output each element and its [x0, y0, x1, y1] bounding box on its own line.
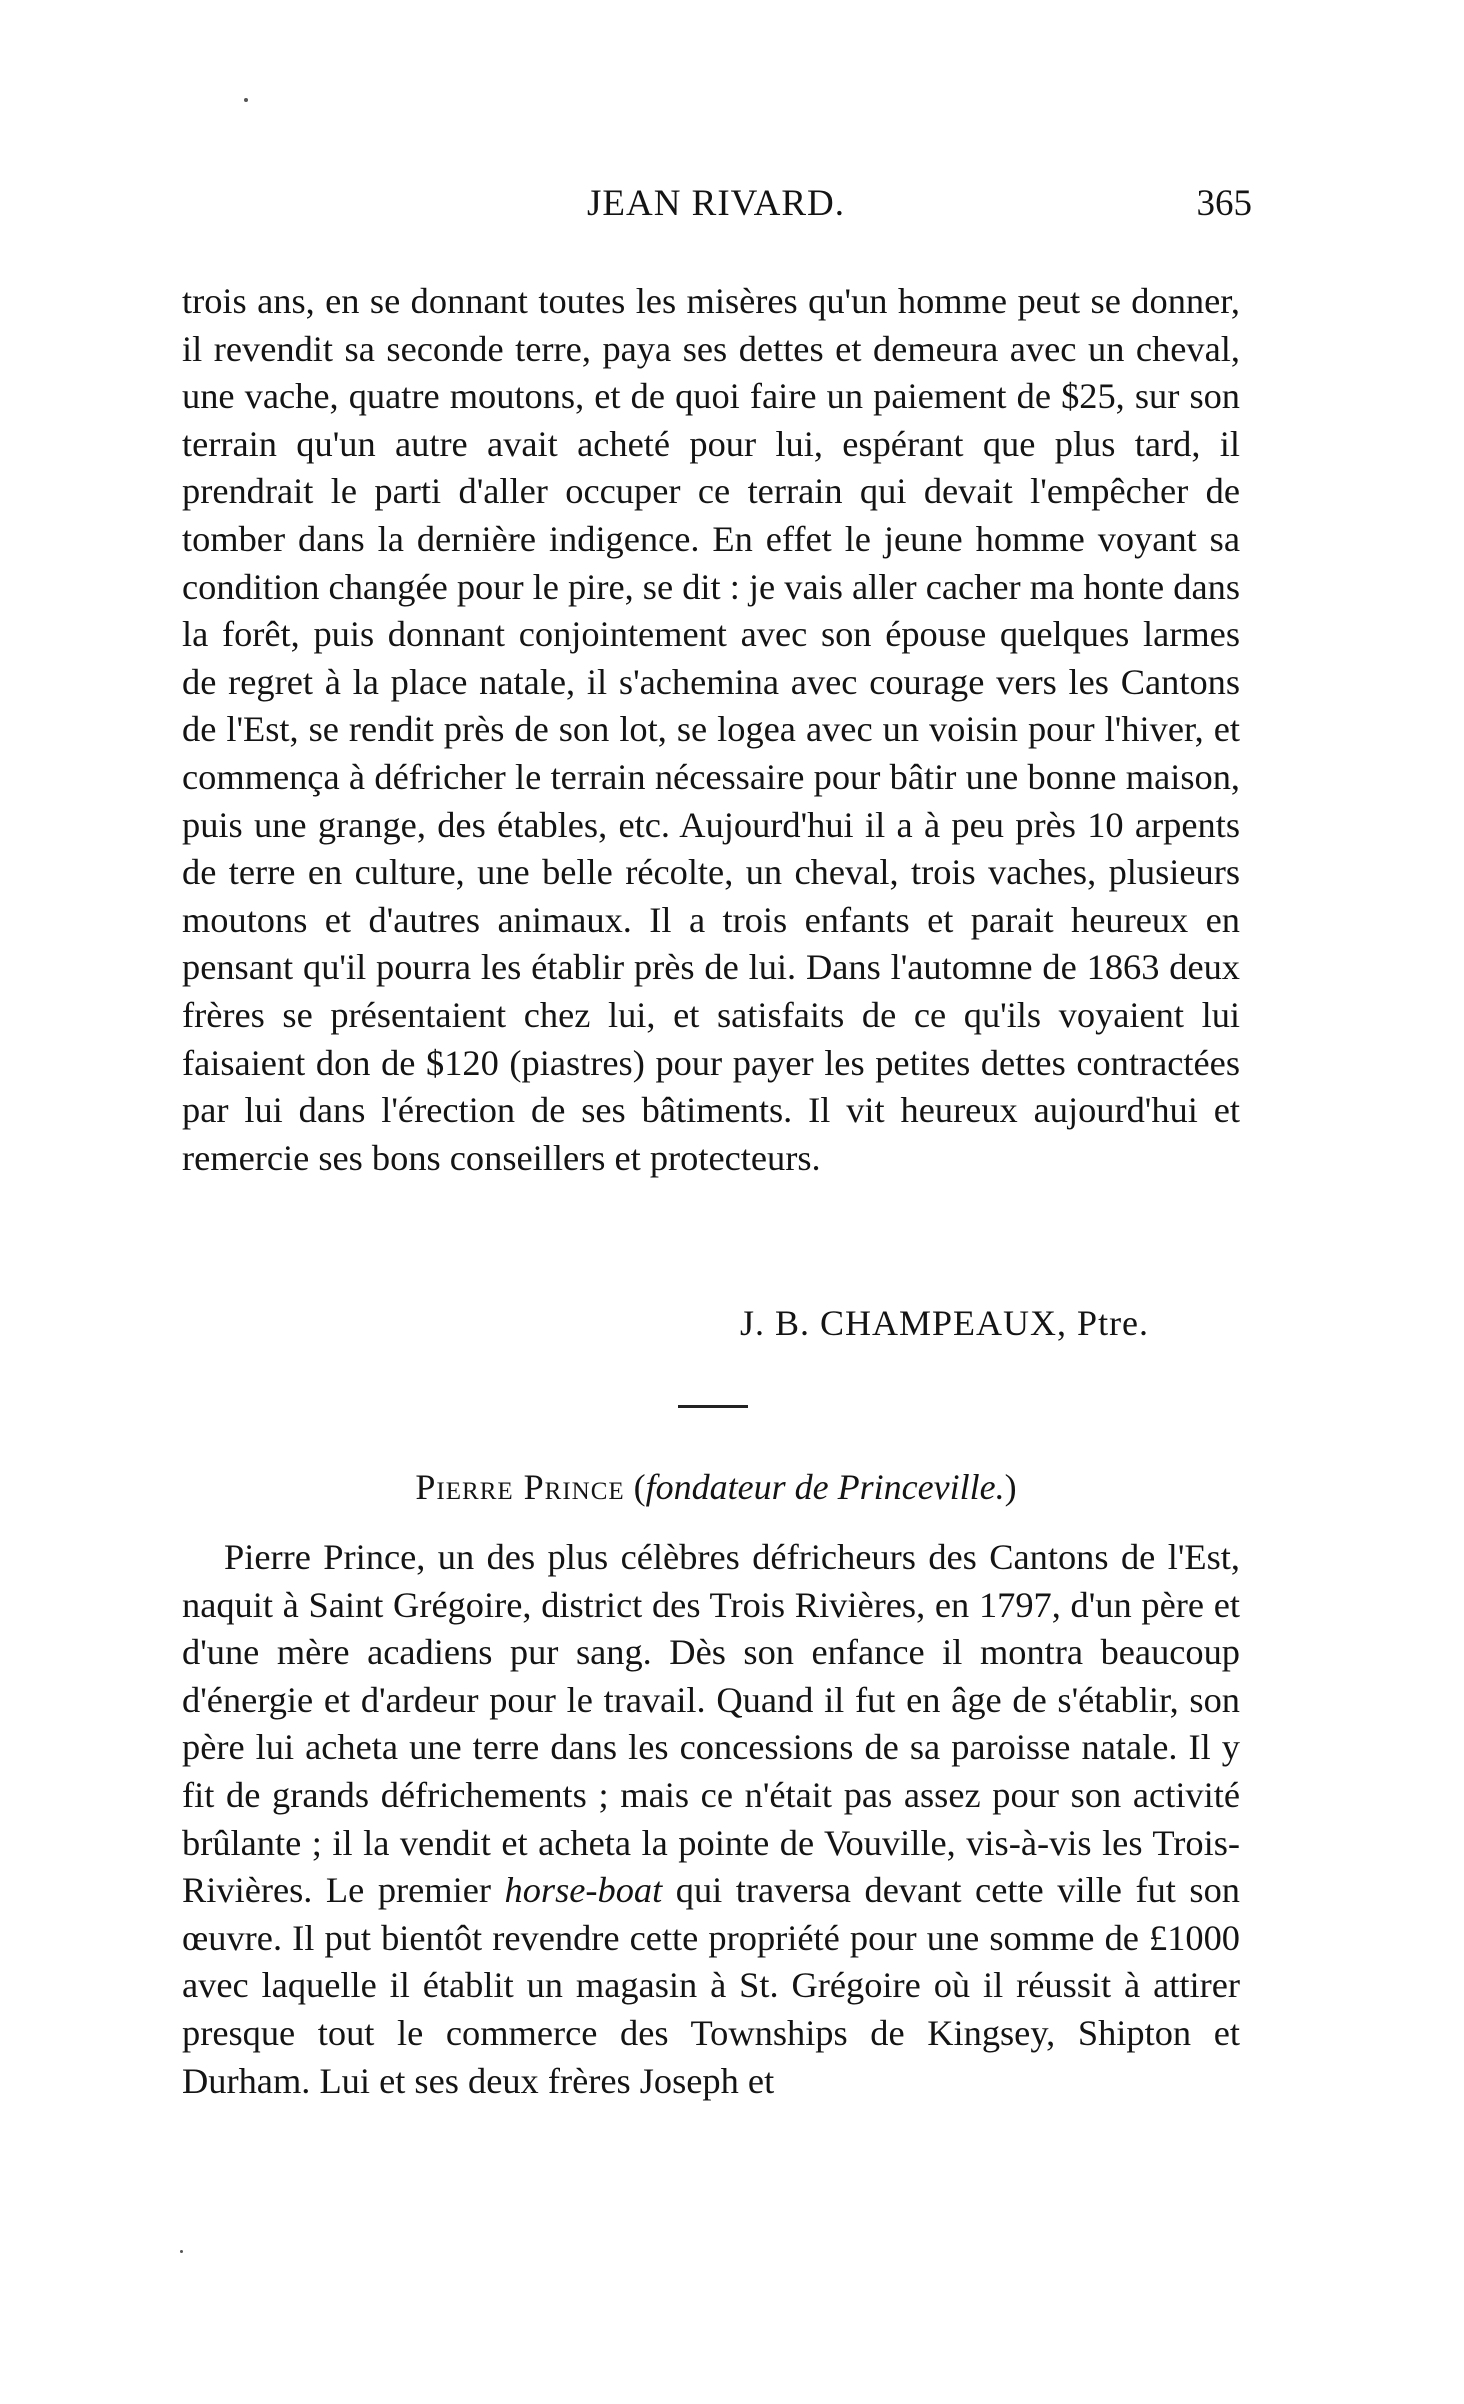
passage-champeaux [182, 278, 1240, 1182]
print-speck [244, 98, 248, 102]
heading-paren-close: ) [1004, 1467, 1017, 1507]
running-title: JEAN RIVARD. [586, 183, 845, 224]
heading-name: Pierre Prince [415, 1467, 625, 1507]
print-speck [180, 2250, 183, 2253]
paragraph-start: Pierre Prince, un des plus célèbres défricheurs des Cantons de l'Est, naquit à Saint Grégoire, district des Trois Rivières, en 1797, d'un père et d'une mère acadiens pur sang. Dès son enfance il montra beaucoup d'énergie et d'ardeur pour le travail. Quand il fut en âge de s'établir, son père lui acheta une terre dans les concessions de sa paroisse natale. Il y fit de grands défrichements ; mais ce n'était pas assez pour son activité brûlante ; il la vendit et acheta la pointe de Vouville, vis-à-vis les Trois-Rivières. Le premier [182, 1537, 1240, 1911]
section-divider [678, 1405, 748, 1408]
running-head [180, 182, 1252, 232]
page-number: 365 [1196, 183, 1252, 224]
heading-paren-open: ( [633, 1467, 646, 1507]
signature: J. B. CHAMPEAUX, Ptre. [740, 1303, 1150, 1343]
italic-term: horse-boat [504, 1870, 663, 1911]
section-heading [180, 1466, 1252, 1508]
section-paragraph [182, 1534, 1240, 2105]
passage-paragraph: trois ans, en se donnant toutes les misères qu'un homme peut se donner, il revendit sa seconde terre, paya ses dettes et demeura avec un cheval, une vache, quatre moutons, et de quoi faire un paiement de $25, sur son terrain qu'un autre avait acheté pour lui, espérant que plus tard, il prendrait le parti d'aller occuper ce terrain qui devait l'empêcher de tomber dans la dernière indigence. En effet le jeune homme voyant sa condition changée pour le pire, se dit : je vais aller cacher ma honte dans la forêt, puis donnant conjointement avec son épouse quelques larmes de regret à la place natale, il s'achemina avec courage vers les Cantons de l'Est, se rendit près de son lot, se logea avec un voisin pour l'hiver, et commença à défricher le terrain nécessaire pour bâtir une bonne maison, puis une grange, des étables, etc. Aujourd'hui il a à peu près 10 arpents de terre en culture, une belle récolte, un cheval, trois vaches, plusieurs moutons et d'autres animaux. Il a trois enfants et parait heureux en pensant qu'il pourra les établir près de lui. Dans l'automne de 1863 deux frères se présentaient chez lui, et satisfaits de ce qu'ils voyaient lui faisaient don de $120 (piastres) pour payer les petites dettes contractées par lui dans l'érection de ses bâtiments. Il vit heureux aujourd'hui et remercie ses bons conseillers et protecteurs. [182, 281, 1240, 1178]
section-body [182, 1534, 1240, 2105]
heading-subtitle: fondateur de Princeville. [645, 1467, 1005, 1507]
paragraph-end: qui traversa devant cette ville fut son œuvre. Il put bientôt revendre cette propriété pour une somme de £1000 avec laquelle il établit un magasin à St. Grégoire où il réussit à attirer presque tout le commerce des Townships de Kingsey, Shipton et Durham. Lui et ses deux frères Joseph et [182, 1870, 1240, 2101]
